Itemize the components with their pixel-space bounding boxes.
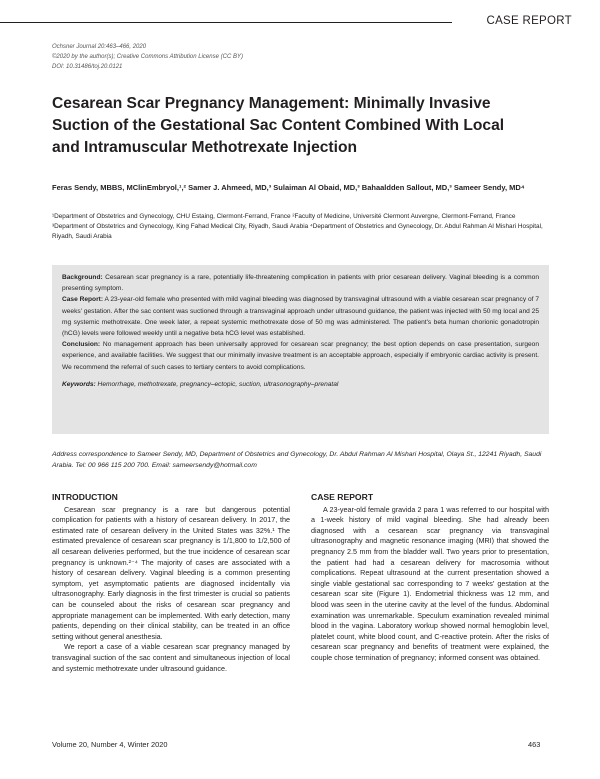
abstract-label: Case Report: [62, 296, 104, 304]
journal-reference: Ochsner Journal 20:463–466, 2020 [52, 44, 147, 50]
copyright-line: ©2020 by the author(s); Creative Commons Attribution License (CC BY) [52, 54, 243, 60]
abstract-box [52, 265, 549, 434]
abstract-case-report [62, 294, 539, 339]
body-paragraph: We report a case of a viable cesarean scar pregnancy managed by transvaginal suction of the sac content and simultaneous injection of local and systemic methotrexate under ultrasound guidance. [52, 642, 290, 673]
correspondence-note: Address correspondence to Sameer Sendy, MD, Department of Obstetrics and Gynecology, Dr. Abdul Rahman Al Mishari Hospital, Olaya St., 12241 Riyadh, Saudi Arabia. Tel: 00 966 115 200 700. Email: sameersendy@hotmail.com [52, 451, 542, 469]
affiliations: ¹Department of Obstetrics and Gynecology, CHU Estaing, Clermont-Ferrand, France ²Faculty of Medicine, Université Clermont Auvergne, Clermont-Ferrand, France ³Department of Obstetrics and Gynecology, King Fahad Medical City, Riyadh, Saudi Arabia ⁴Department of Obstetrics and Gynecology, Dr. Abdul Rahman Al Mishari Hospital, Riyadh, Saudi Arabia [52, 213, 543, 240]
abstract-text: A 23-year-old female who presented with mild vaginal bleeding was diagnosed by transvaginal ultrasound with a viable cesarean scar pregnancy of 7 weeks' gestation. After the sac content was suctioned through a transvaginal approach under ultrasound guidance, the patient was injected with 50 mg local and 25 mg systemic methotrexate. One week later, a repeat systemic methotrexate dose of 50 mg was administered. The patient's beta human chorionic gonadotropin (hCG) levels were followed weekly until a negative beta hCG level was established. [62, 296, 539, 338]
page-number: 463 [528, 740, 541, 749]
abstract-label: Conclusion: [62, 341, 101, 349]
case-report-heading: CASE REPORT [311, 492, 374, 502]
abstract-text: No management approach has been universally approved for cesarean scar pregnancy; the best option depends on case presentation, surgeon experience, and available facilities. We suggest that our minimally invasive treatment is an acceptable approach, especially if embryonic cardiac activity is present. We recommend the referral of such cases to tertiary centers to avoid complications. [62, 341, 539, 371]
article-title: Cesarean Scar Pregnancy Management: Minimally Invasive Suction of the Gestational Sac Content Combined With Local and Intramuscular Methotrexate Injection [52, 95, 505, 156]
right-column [311, 492, 549, 664]
header-rule [0, 22, 452, 23]
introduction-heading: INTRODUCTION [52, 492, 118, 502]
body-paragraph: Cesarean scar pregnancy is a rare but dangerous potential complication for patients with a history of cesarean delivery. In 2017, the estimated rate of cesarean delivery in the United States was 32%.¹ The estimated prevalence of cesarean scar pregnancy is 1/1,800 to 1/2,500 of all cesarean deliveries performed, but the true incidence of cesarean scar pregnancy is unknown.²⁻⁴ The majority of cases are associated with a history of cesarean delivery. Vaginal bleeding is a common presenting symptom, yet asymptomatic patients are diagnosed incidentally via ultrasonography. Early diagnosis in the first trimester is crucial so patients can be counseled about the risks of cesarean scar pregnancy and appropriate management can be implemented. With early detection, many patients, depending on their clinical stability, can be treated in an office setting without general anesthesia. [52, 504, 290, 641]
abstract-conclusion [62, 339, 539, 373]
abstract-background [62, 272, 539, 294]
doi-line: DOI: 10.31486/toj.20.0121 [52, 64, 123, 70]
keywords-label: Keywords: [62, 380, 96, 388]
author-list: Feras Sendy, MBBS, MClinEmbryol,¹,² Samer J. Ahmeed, MD,³ Sulaiman Al Obaid, MD,³ Bahaaldden Sallout, MD,³ Sameer Sendy, MD⁴ [52, 183, 525, 192]
keywords-text: Hemorrhage, methotrexate, pregnancy–ectopic, suction, ultrasonography–prenatal [95, 380, 339, 388]
body-paragraph: A 23-year-old female gravida 2 para 1 was referred to our hospital with a 1-week history of mild vaginal bleeding. She had already been diagnosed with a cesarean scar pregnancy via transvaginal ultrasonography and magnetic resonance imaging (MRI) that showed the pregnancy 2.5 mm from the bladder wall. Two years prior to presentation, the patient had had a cesarean delivery for macrosomia without complications. Repeat ultrasound at the current presentation showed a single viable gestational sac corresponding to 7 weeks' gestation at the cesarean scar site (Figure 1). Endometrial thickness was 12 mm, and blood was seen in the uterine cavity at the level of the fundus. Abdominal examination was unremarkable. Speculum examination revealed minimal blood in the vagina. Laboratory workup showed normal hemoglobin level, platelet count, white blood count, and C-reactive protein. After the risks of cesarean scar pregnancy and benefits of treatment were explained, the couple chose termination of pregnancy; informed consent was obtained. [311, 504, 549, 662]
footer-volume: Volume 20, Number 4, Winter 2020 [52, 740, 168, 749]
abstract-label: Background: [62, 274, 103, 281]
left-column [52, 492, 290, 674]
section-tag: CASE REPORT [486, 15, 572, 27]
abstract-text: Cesarean scar pregnancy is a rare, potentially life-threatening complication in patients with prior cesarean delivery. Vaginal bleeding is a common presenting symptom. [62, 274, 539, 293]
abstract-keywords [62, 379, 539, 390]
